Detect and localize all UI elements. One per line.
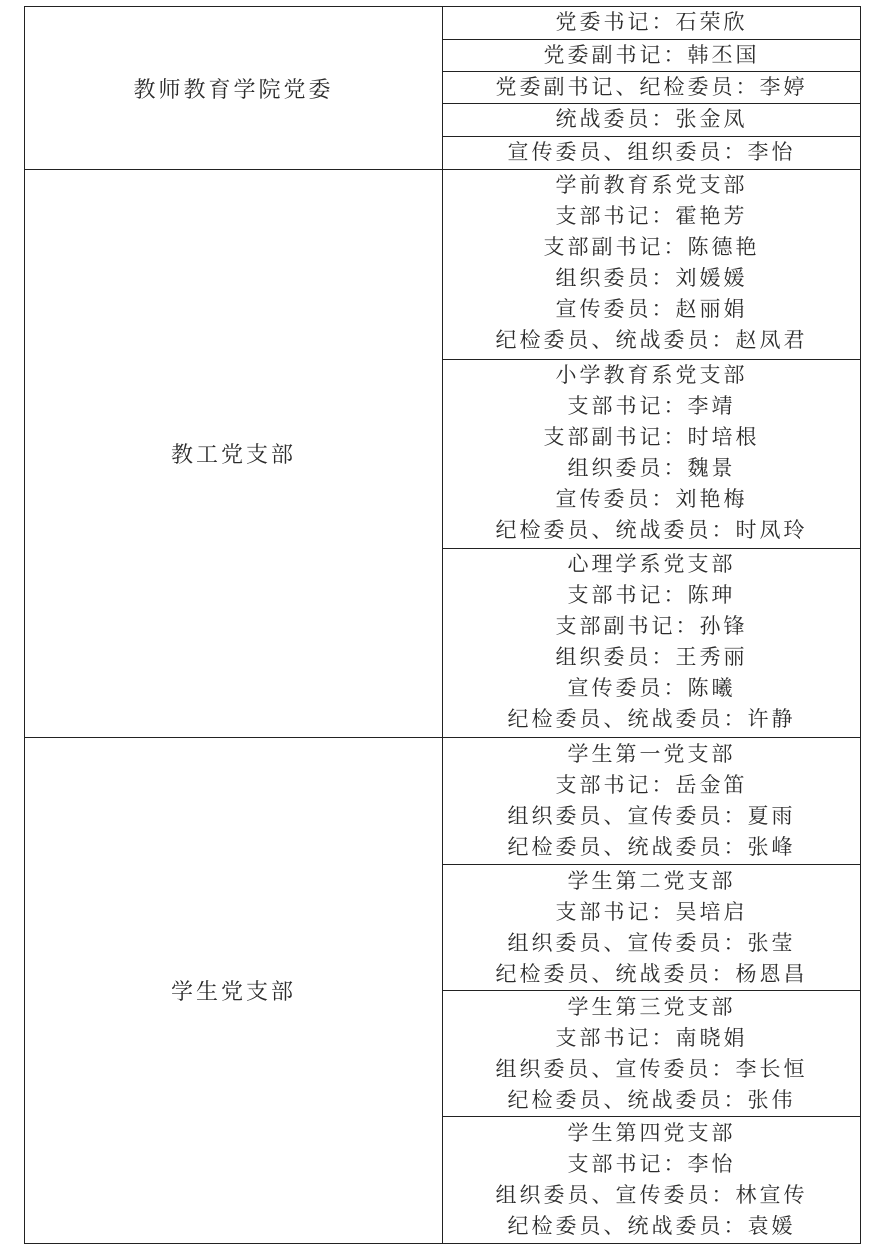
member-line: 纪检委员、统战委员：张峰 [507,835,796,859]
member-line: 党委书记：石荣欣 [555,10,748,34]
branch-block [443,738,860,864]
member-list [443,7,860,169]
section-staff-branches [25,169,860,737]
member-line: 纪检委员、统战委员：时凤玲 [495,518,808,542]
branch-block [443,170,860,359]
member-line: 支部书记：霍艳芳 [555,204,748,228]
member-line: 党委副书记、纪检委员：李婷 [495,75,808,99]
member-line: 纪检委员、统战委员：袁媛 [507,1214,796,1238]
branch-title: 学生第二党支部 [567,869,736,893]
table-row [443,7,860,39]
member-line: 纪检委员、统战委员：赵凤君 [495,328,808,352]
branch-block [443,548,860,738]
member-line: 宣传委员：刘艳梅 [555,487,748,511]
section-name: 学生党支部 [25,738,443,1243]
member-line: 支部副书记：陈德艳 [543,235,760,259]
member-line: 宣传委员、组织委员：李怡 [507,140,796,164]
section-college-committee [25,7,860,169]
table-row [443,39,860,71]
member-line: 宣传委员：陈曦 [567,676,736,700]
member-line: 统战委员：张金凤 [555,107,748,131]
member-line: 组织委员：王秀丽 [555,645,748,669]
table-row [443,71,860,103]
branch-title: 小学教育系党支部 [555,363,748,387]
branch-block [443,1116,860,1244]
branch-title: 学生第四党支部 [567,1121,736,1145]
member-line: 支部书记：陈珅 [567,583,736,607]
member-line: 支部书记：吴培启 [555,900,748,924]
table-row [443,103,860,136]
branch-title: 学生第一党支部 [567,742,736,766]
member-line: 组织委员、宣传委员：夏雨 [507,804,796,828]
member-line: 组织委员、宣传委员：李长恒 [495,1057,808,1081]
member-line: 支部副书记：孙锋 [555,614,748,638]
member-line: 支部书记：岳金笛 [555,773,748,797]
member-line: 宣传委员：赵丽娟 [555,297,748,321]
branch-block [443,359,860,548]
branch-list [443,738,860,1243]
branch-title: 学前教育系党支部 [555,173,748,197]
member-line: 党委副书记：韩丕国 [543,43,760,67]
member-line: 支部副书记：时培根 [543,425,760,449]
member-line: 组织委员：刘媛媛 [555,266,748,290]
branch-block [443,990,860,1116]
member-line: 纪检委员、统战委员：杨恩昌 [495,962,808,986]
member-line: 支部书记：南晓娟 [555,1026,748,1050]
member-line: 纪检委员、统战委员：张伟 [507,1088,796,1112]
branch-block [443,864,860,990]
member-line: 组织委员、宣传委员：张莹 [507,931,796,955]
table-row [443,136,860,169]
section-name: 教工党支部 [25,170,443,737]
branch-title: 心理学系党支部 [567,552,736,576]
member-line: 支部书记：李靖 [567,394,736,418]
member-line: 组织委员、宣传委员：林宣传 [495,1183,808,1207]
member-line: 纪检委员、统战委员：许静 [507,707,796,731]
member-line: 支部书记：李怡 [567,1152,736,1176]
branch-title: 学生第三党支部 [567,995,736,1019]
section-student-branches [25,737,860,1243]
section-name: 教师教育学院党委 [25,7,443,169]
branch-list [443,170,860,737]
committee-roster-table [24,6,861,1244]
member-line: 组织委员：魏景 [567,456,736,480]
